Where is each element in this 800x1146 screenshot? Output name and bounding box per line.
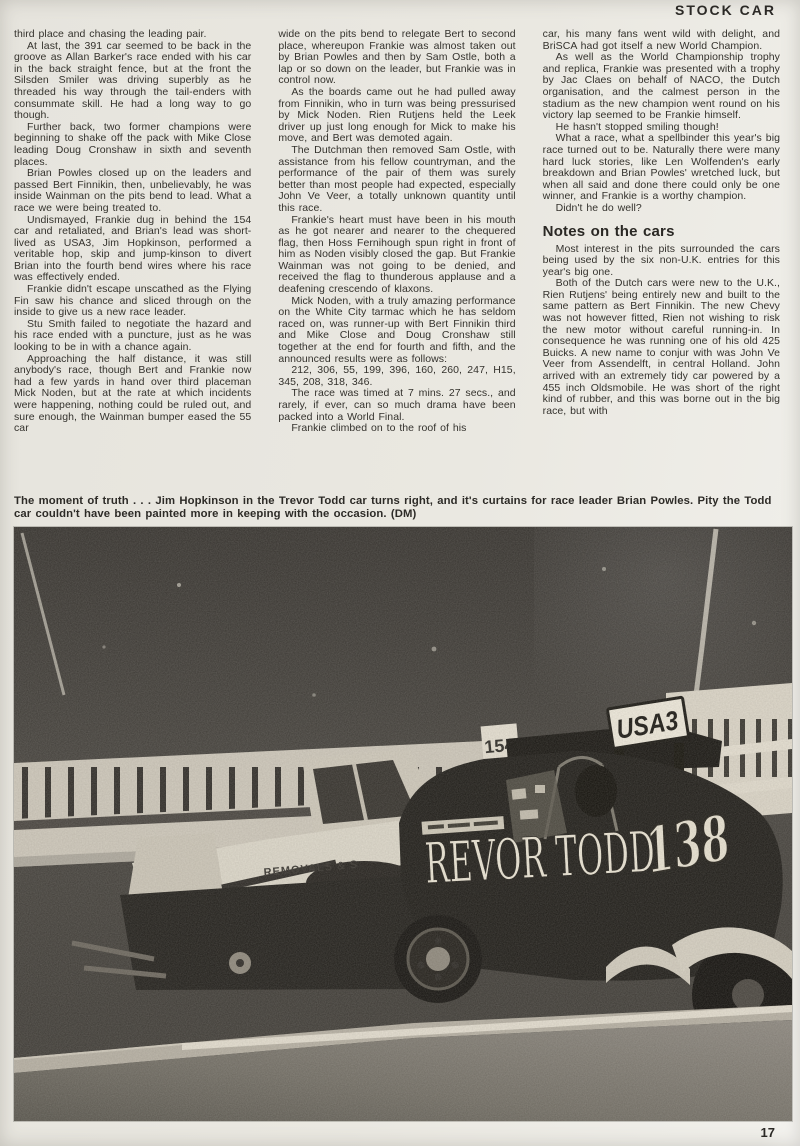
- article-paragraph: He hasn't stopped smiling though!: [555, 120, 719, 133]
- photo-caption: [14, 495, 780, 521]
- article-paragraph: Both of the Dutch cars were new to the U.K., Rien Rutjens' being entirely new and built to the same pattern as Bert Finnikin. The new Chevy was not however fitted, Rien not wishing to risk the new motor without careful running-in. In consequence he was running one of his old 425 Buicks. A new name to conjur with was John Ve Veer from Assendelft, in central Holland. John arrived with an extremely tidy car powered by a 455 inch Oldsmobile. He was short of the right kind of rubber, and this was borne out in the big race, but with: [542, 277, 780, 417]
- page-header-title: STOCK CAR: [675, 2, 776, 18]
- race-photo-art: [14, 527, 792, 1121]
- article-paragraph: third place and chasing the leading pair.: [14, 29, 207, 40]
- photo-caption-credit: (DM): [390, 508, 417, 520]
- article-paragraph: Stu Smith failed to negotiate the hazard and his race ended with a puncture, just as he was looking to be in with a chance again.: [14, 317, 252, 354]
- article-paragraph: At last, the 391 car seemed to be back in the groove as Allan Barker's race ended with his car in the back straight fence, but at the front the Silsden Smiler was driving superbly as he threaded his way through the tail-enders with consummate skill. He had a long way to go though.: [14, 39, 252, 122]
- photo-caption-text: The moment of truth . . . Jim Hopkinson in the Trevor Todd car turns right, and it's curtains for race leader Brian Powles. Pity the Todd car couldn't have been painted more in keeping with the occasion.: [14, 495, 772, 520]
- article-paragraph: The Dutchman then removed Sam Ostle, with assistance from his fellow countryman, and the performance of the pair of them was surely better than most people had expected, especially John Ve Veer, a totally unknown quantity until this race.: [278, 143, 516, 214]
- article-paragraph: As the boards came out he had pulled away from Finnikin, who in turn was being pressurised by Mick Noden. Rien Rutjens held the Leek driver up just long enough for Mick to make his move, and Bert was demoted again.: [278, 85, 516, 145]
- section-heading: Notes on the cars: [542, 222, 675, 240]
- page-number: 17: [760, 1125, 775, 1140]
- article-column-1: [14, 29, 251, 493]
- article-column-2: [278, 29, 515, 493]
- article-paragraph: Didn't he do well?: [555, 201, 642, 214]
- grain-overlay-dark: [14, 527, 792, 1121]
- article-paragraph: 212, 306, 55, 199, 396, 160, 260, 247, H15, 345, 208, 318, 346.: [278, 364, 516, 388]
- article-body: [14, 29, 780, 493]
- article-paragraph: Frankie climbed on to the roof of his: [291, 422, 467, 435]
- article-column-3: [543, 29, 780, 493]
- article-paragraph: car, his many fans went wild with delight, and BriSCA had got itself a new World Champion.: [542, 29, 780, 52]
- article-paragraph: Undismayed, Frankie dug in behind the 154 car and retaliated, and Brian's lead was short-lived as USA3, Jim Hopkinson, performed a veritable hop, skip and jump-kinson to divert Brian into the fourth bend wires where his race was effectively ended.: [14, 213, 252, 284]
- article-paragraph: Frankie didn't escape unscathed as the Flying Fin saw his chance and sliced through on the inside to give us a new race leader.: [14, 283, 252, 319]
- article-paragraph: Brian Powles closed up on the leaders and passed Bert Finnikin, then, unbelievably, he was inside Wainman on the pits bend to lead. What a race we were being treated to.: [14, 167, 252, 214]
- article-paragraph: The race was timed at 7 mins. 27 secs., and rarely, if ever, can so much drama have been packed into a World Final.: [278, 387, 516, 423]
- article-paragraph: Mick Noden, with a truly amazing performance on the White City tarmac which he has seldom raced on, was runner-up with Bert Finnikin third and Mike Close and Doug Cronshaw still together at the end for fourth and fifth, and the announced results were as follows:: [278, 294, 516, 365]
- article-paragraph: Most interest in the pits surrounded the cars being used by the six non-U.K. entries for this year's big one.: [542, 242, 780, 278]
- race-photo: [14, 527, 792, 1121]
- article-paragraph: Further back, two former champions were beginning to shake off the pack with Mike Close leading Doug Cronshaw in sixth and seventh places.: [14, 120, 252, 168]
- article-paragraph: As well as the World Championship trophy and replica, Frankie was presented with a trophy by Jac Claes on behalf of NACO, the Dutch organisation, and the calmest person in the stadium as the new champion went round on his victory lap seemed to be Frankie himself.: [542, 51, 780, 122]
- article-paragraph: What a race, what a spellbinder this year's big race turned out to be. Naturally there were many hard luck stories, like Len Wolfenden's early breakdown and Brian Powles' wretched luck, but when all said and done there could only be one winner, and Frankie is a worthy champion.: [542, 132, 780, 203]
- article-paragraph: wide on the pits bend to relegate Bert to second place, whereupon Frankie was almost taken out by Brian Powles and then by Sam Ostle, both a lap or so down on the leader, but Frankie was in control now.: [278, 29, 516, 87]
- article-paragraph: Frankie's heart must have been in his mouth as he got nearer and nearer to the chequered flag, then Hoss Fernihough spun right in front of him as Noden visibly closed the gap. But Frankie Wainman was not going to be denied, and received the flag to thunderous applause and a deafening crescendo of klaxons.: [278, 213, 516, 296]
- article-paragraph: Approaching the half distance, it was still anybody's race, though Bert and Frankie now had a few yards in hand over third placeman Mick Noden, but at the rate at which incidents were happening, nothing could be ruled out, and sure enough, the Wainman bumper eased the 55 car: [14, 352, 252, 435]
